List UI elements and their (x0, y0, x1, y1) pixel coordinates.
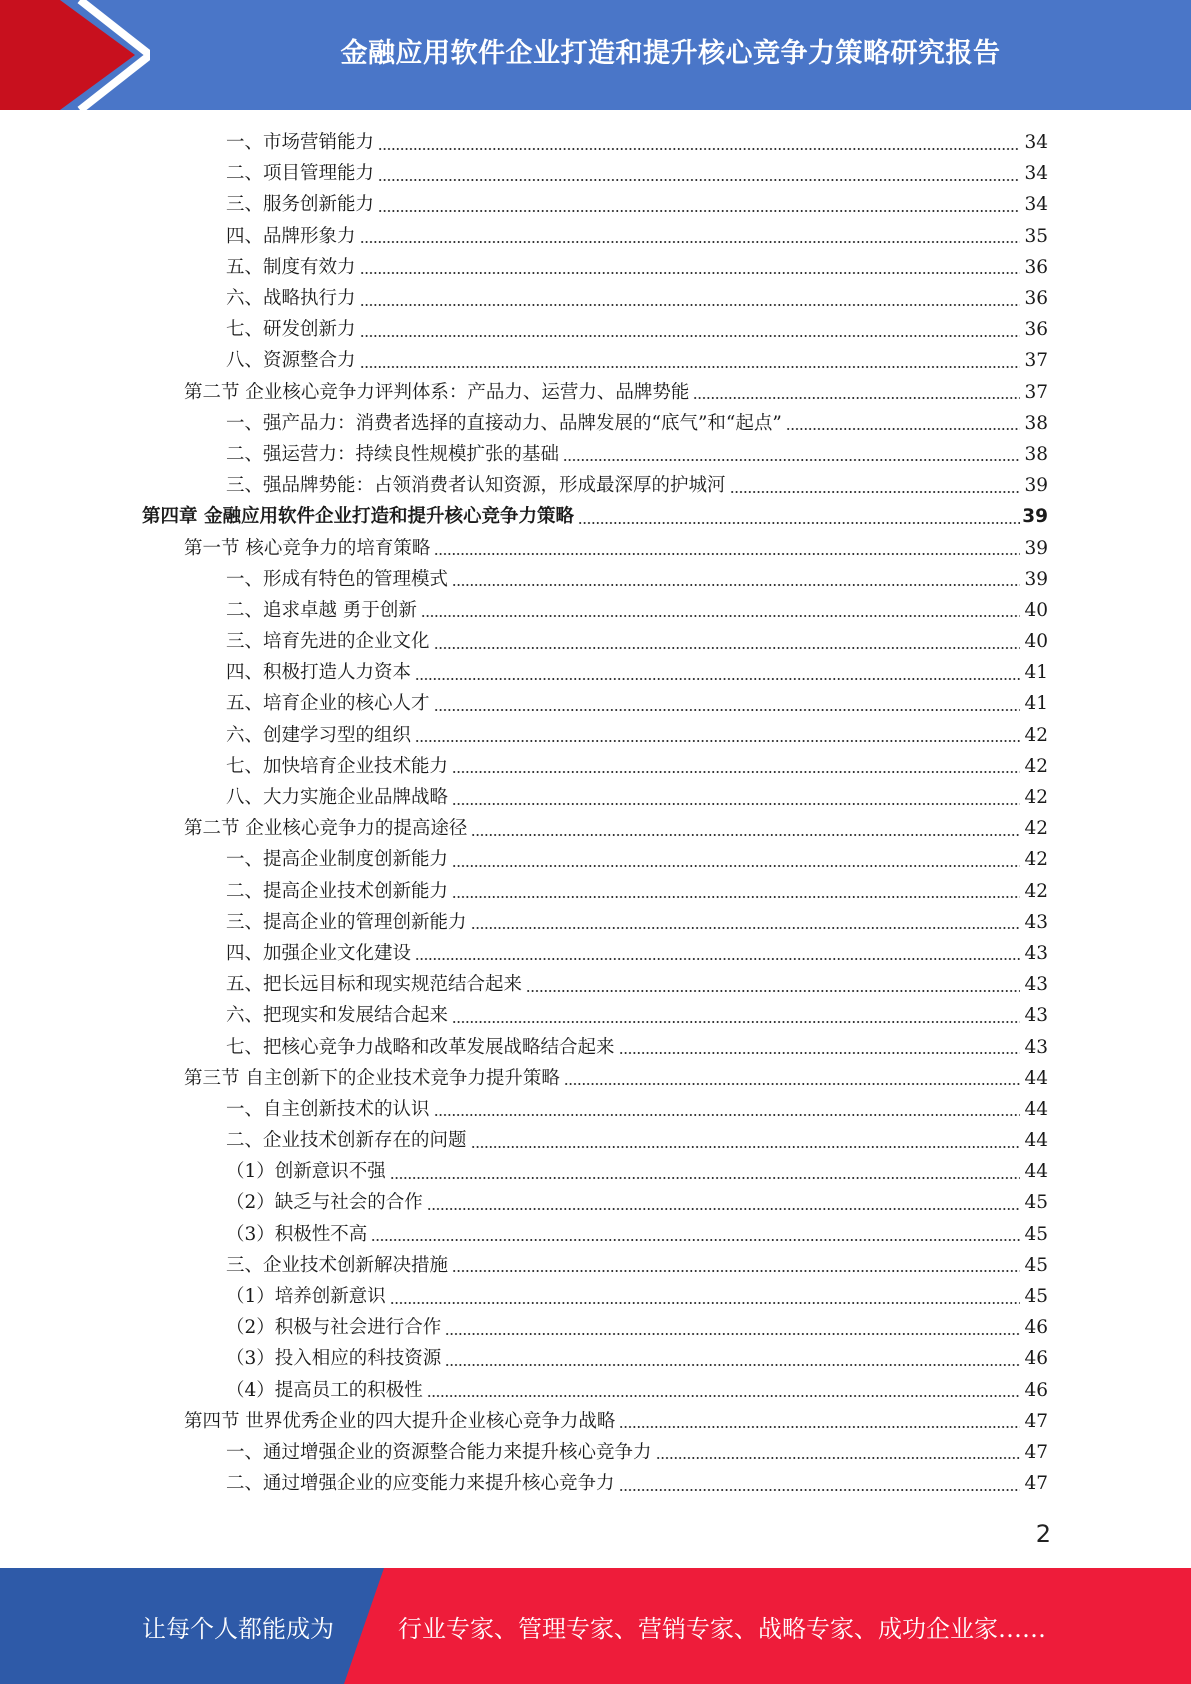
toc-dot-leader (445, 1333, 1020, 1335)
toc-entry-title: （3）投入相应的科技资源 (226, 1348, 442, 1370)
toc-entry-title: （2）缺乏与社会的合作 (226, 1192, 423, 1214)
toc-entry-page: 39 (1024, 537, 1048, 559)
toc-dot-leader (434, 1114, 1020, 1116)
toc-entry-page: 45 (1024, 1254, 1048, 1276)
toc-entry[interactable] (0, 969, 1191, 1000)
toc-dot-leader (452, 865, 1020, 867)
header-red-arrow-shape (0, 0, 150, 110)
toc-entry[interactable] (0, 408, 1191, 439)
toc-dot-leader (452, 1270, 1020, 1272)
toc-entry[interactable] (0, 1031, 1191, 1062)
toc-dot-leader (452, 1021, 1020, 1023)
toc-dot-leader (564, 1083, 1020, 1085)
toc-entry-title: （4）提高员工的积极性 (226, 1379, 423, 1401)
toc-entry[interactable] (0, 657, 1191, 688)
toc-entry-page: 39 (1022, 506, 1048, 528)
toc-dot-leader (378, 179, 1020, 181)
toc-entry-page: 42 (1024, 787, 1048, 809)
toc-entry-title: 六、把现实和发展结合起来 (226, 1005, 449, 1027)
toc-entry[interactable] (0, 595, 1191, 626)
toc-entry[interactable] (0, 1312, 1191, 1343)
toc-entry[interactable] (0, 1437, 1191, 1468)
toc-entry-page: 41 (1024, 693, 1048, 715)
toc-entry-page: 42 (1024, 849, 1048, 871)
toc-dot-leader (390, 1177, 1020, 1179)
toc-entry-page: 46 (1024, 1317, 1048, 1339)
toc-entry-title: 一、提高企业制度创新能力 (226, 849, 449, 871)
toc-entry[interactable] (0, 377, 1191, 408)
toc-entry-title: 第四节 世界优秀企业的四大提升企业核心竞争力战略 (184, 1410, 616, 1432)
toc-entry[interactable] (0, 1468, 1191, 1499)
toc-entry-page: 47 (1024, 1441, 1048, 1463)
toc-dot-leader (452, 771, 1020, 773)
toc-entry-title: 三、企业技术创新解决措施 (226, 1254, 449, 1276)
toc-dot-leader (360, 335, 1020, 337)
toc-dot-leader (452, 803, 1020, 805)
toc-entry-title: 五、制度有效力 (226, 256, 356, 278)
toc-entry-page: 43 (1024, 911, 1048, 933)
toc-entry-title: 四、品牌形象力 (226, 225, 356, 247)
toc-entry-title: 七、研发创新力 (226, 319, 356, 341)
toc-entry-page: 46 (1024, 1379, 1048, 1401)
toc-entry-page: 36 (1024, 256, 1048, 278)
toc-entry-page: 38 (1024, 412, 1048, 434)
toc-entry-page: 44 (1024, 1067, 1048, 1089)
toc-entry-page: 43 (1024, 974, 1048, 996)
toc-entry-page: 34 (1024, 163, 1048, 185)
toc-entry[interactable] (0, 1187, 1191, 1218)
toc-entry-page: 45 (1024, 1286, 1048, 1308)
toc-entry[interactable] (0, 1219, 1191, 1250)
toc-entry-title: 第一节 核心竞争力的培育策略 (184, 537, 431, 559)
toc-dot-leader (578, 522, 1020, 524)
page-header (0, 0, 1191, 110)
toc-entry[interactable] (0, 813, 1191, 844)
toc-dot-leader (786, 428, 1020, 430)
toc-entry[interactable] (0, 283, 1191, 314)
toc-entry-page: 35 (1024, 225, 1048, 247)
toc-entry-page: 45 (1024, 1223, 1048, 1245)
toc-entry[interactable] (0, 252, 1191, 283)
toc-entry-title: 三、强品牌势能：占领消费者认知资源，形成最深厚的护城河 (226, 475, 726, 497)
toc-entry[interactable] (0, 1000, 1191, 1031)
toc-entry[interactable] (0, 439, 1191, 470)
toc-dot-leader (619, 1426, 1020, 1428)
page-footer (0, 1568, 1191, 1684)
toc-entry-title: 第二节 企业核心竞争力的提高途径 (184, 818, 468, 840)
toc-entry-page: 36 (1024, 288, 1048, 310)
toc-entry-title: 一、通过增强企业的资源整合能力来提升核心竞争力 (226, 1441, 652, 1463)
toc-entry-title: 二、提高企业技术创新能力 (226, 880, 449, 902)
toc-entry-title: （1）创新意识不强 (226, 1161, 386, 1183)
toc-entry[interactable] (0, 1125, 1191, 1156)
toc-entry[interactable] (0, 751, 1191, 782)
toc-entry-title: 一、自主创新技术的认识 (226, 1098, 430, 1120)
toc-entry[interactable] (0, 564, 1191, 595)
toc-entry-title: 二、通过增强企业的应变能力来提升核心竞争力 (226, 1473, 615, 1495)
toc-entry-page: 40 (1024, 599, 1048, 621)
toc-entry-page: 38 (1024, 443, 1048, 465)
toc-entry[interactable] (0, 688, 1191, 719)
toc-dot-leader (434, 647, 1020, 649)
toc-entry-page: 43 (1024, 942, 1048, 964)
toc-dot-leader (445, 1364, 1020, 1366)
toc-entry-page: 37 (1024, 381, 1048, 403)
toc-entry-title: 四、加强企业文化建设 (226, 942, 412, 964)
toc-entry-title: 一、市场营销能力 (226, 132, 375, 154)
toc-dot-leader (471, 927, 1020, 929)
toc-entry[interactable] (0, 1375, 1191, 1406)
toc-entry-title: 七、加快培育企业技术能力 (226, 755, 449, 777)
toc-dot-leader (452, 584, 1020, 586)
toc-dot-leader (427, 1395, 1020, 1397)
toc-entry-page: 44 (1024, 1098, 1048, 1120)
toc-entry[interactable] (0, 532, 1191, 563)
toc-dot-leader (427, 1208, 1020, 1210)
toc-entry[interactable] (0, 189, 1191, 220)
toc-entry[interactable] (0, 345, 1191, 376)
toc-dot-leader (471, 834, 1020, 836)
toc-dot-leader (360, 366, 1020, 368)
toc-entry-page: 39 (1024, 475, 1048, 497)
toc-entry-title: 二、追求卓越 勇于创新 (226, 599, 417, 621)
toc-entry-page: 40 (1024, 631, 1048, 653)
toc-entry-page: 42 (1024, 755, 1048, 777)
toc-dot-leader (693, 397, 1020, 399)
toc-entry-title: 五、把长远目标和现实规范结合起来 (226, 974, 523, 996)
toc-entry-title: 二、强运营力：持续良性规模扩张的基础 (226, 443, 560, 465)
toc-entry-page: 34 (1024, 194, 1048, 216)
toc-entry-page: 47 (1024, 1410, 1048, 1432)
toc-entry-page: 43 (1024, 1005, 1048, 1027)
footer-slogan-left: 让每个人都能成为 (142, 1614, 334, 1643)
report-title: 金融应用软件企业打造和提升核心竞争力策略研究报告 (340, 37, 1001, 69)
toc-entry-title: 六、战略执行力 (226, 288, 356, 310)
toc-entry[interactable] (0, 907, 1191, 938)
toc-entry-title: （1）培养创新意识 (226, 1286, 386, 1308)
toc-entry-page: 36 (1024, 319, 1048, 341)
toc-entry[interactable] (0, 844, 1191, 875)
toc-dot-leader (421, 615, 1020, 617)
toc-entry[interactable] (0, 626, 1191, 657)
toc-entry-title: 第三节 自主创新下的企业技术竞争力提升策略 (184, 1067, 560, 1089)
toc-dot-leader (619, 1489, 1020, 1491)
toc-entry-title: 一、形成有特色的管理模式 (226, 568, 449, 590)
toc-entry-title: 六、创建学习型的组织 (226, 724, 412, 746)
toc-dot-leader (730, 491, 1020, 493)
toc-entry-page: 42 (1024, 818, 1048, 840)
toc-dot-leader (360, 272, 1020, 274)
toc-entry-page: 42 (1024, 880, 1048, 902)
toc-entry-page: 44 (1024, 1161, 1048, 1183)
toc-entry[interactable] (0, 501, 1191, 532)
toc-dot-leader (360, 241, 1020, 243)
toc-entry[interactable] (0, 158, 1191, 189)
toc-entry-page: 41 (1024, 662, 1048, 684)
toc-dot-leader (371, 1239, 1020, 1241)
toc-entry[interactable] (0, 1094, 1191, 1125)
toc-entry-page: 42 (1024, 724, 1048, 746)
toc-entry-page: 37 (1024, 350, 1048, 372)
toc-dot-leader (378, 148, 1020, 150)
toc-dot-leader (360, 304, 1020, 306)
page-number: 2 (1035, 1520, 1051, 1548)
toc-entry-page: 39 (1024, 568, 1048, 590)
toc-dot-leader (471, 1146, 1020, 1148)
toc-entry-title: 第四章 金融应用软件企业打造和提升核心竞争力策略 (142, 506, 574, 528)
toc-entry[interactable] (0, 1063, 1191, 1094)
toc-entry-title: 四、积极打造人力资本 (226, 662, 412, 684)
toc-entry[interactable] (0, 470, 1191, 501)
toc-entry-page: 43 (1024, 1036, 1048, 1058)
toc-entry-title: （2）积极与社会进行合作 (226, 1317, 442, 1339)
toc-entry[interactable] (0, 314, 1191, 345)
toc-entry[interactable] (0, 876, 1191, 907)
toc-entry-title: 三、提高企业的管理创新能力 (226, 911, 467, 933)
toc-entry[interactable] (0, 221, 1191, 252)
toc-entry-title: 七、把核心竞争力战略和改革发展战略结合起来 (226, 1036, 615, 1058)
toc-entry-title: 五、培育企业的核心人才 (226, 693, 430, 715)
table-of-contents (0, 127, 1191, 1499)
toc-entry-title: 三、培育先进的企业文化 (226, 631, 430, 653)
toc-entry-page: 44 (1024, 1130, 1048, 1152)
toc-entry[interactable] (0, 1281, 1191, 1312)
toc-dot-leader (434, 709, 1020, 711)
toc-entry[interactable] (0, 127, 1191, 158)
toc-entry-title: 八、大力实施企业品牌战略 (226, 787, 449, 809)
toc-dot-leader (378, 210, 1020, 212)
toc-dot-leader (619, 1052, 1020, 1054)
toc-entry[interactable] (0, 1156, 1191, 1187)
toc-entry[interactable] (0, 782, 1191, 813)
toc-entry-title: 三、服务创新能力 (226, 194, 375, 216)
toc-dot-leader (563, 459, 1020, 461)
toc-dot-leader (390, 1302, 1020, 1304)
toc-dot-leader (415, 678, 1020, 680)
toc-entry[interactable] (0, 720, 1191, 751)
toc-entry[interactable] (0, 1250, 1191, 1281)
toc-entry-page: 47 (1024, 1473, 1048, 1495)
toc-entry[interactable] (0, 938, 1191, 969)
toc-entry-title: 八、资源整合力 (226, 350, 356, 372)
toc-dot-leader (452, 896, 1020, 898)
toc-entry-page: 45 (1024, 1192, 1048, 1214)
toc-entry-title: 二、项目管理能力 (226, 163, 375, 185)
toc-entry[interactable] (0, 1406, 1191, 1437)
toc-dot-leader (526, 990, 1020, 992)
toc-dot-leader (415, 958, 1020, 960)
toc-entry-title: 二、企业技术创新存在的问题 (226, 1130, 467, 1152)
toc-entry-title: （3）积极性不高 (226, 1223, 368, 1245)
toc-dot-leader (415, 740, 1020, 742)
toc-entry[interactable] (0, 1343, 1191, 1374)
toc-entry-title: 第二节 企业核心竞争力评判体系：产品力、运营力、品牌势能 (184, 381, 690, 403)
footer-slogan-right: 行业专家、管理专家、营销专家、战略专家、成功企业家…… (398, 1614, 1046, 1643)
toc-dot-leader (656, 1457, 1020, 1459)
toc-entry-page: 34 (1024, 132, 1048, 154)
toc-entry-page: 46 (1024, 1348, 1048, 1370)
toc-entry-title: 一、强产品力：消费者选择的直接动力、品牌发展的“底气”和“起点” (226, 412, 782, 434)
toc-dot-leader (434, 553, 1020, 555)
